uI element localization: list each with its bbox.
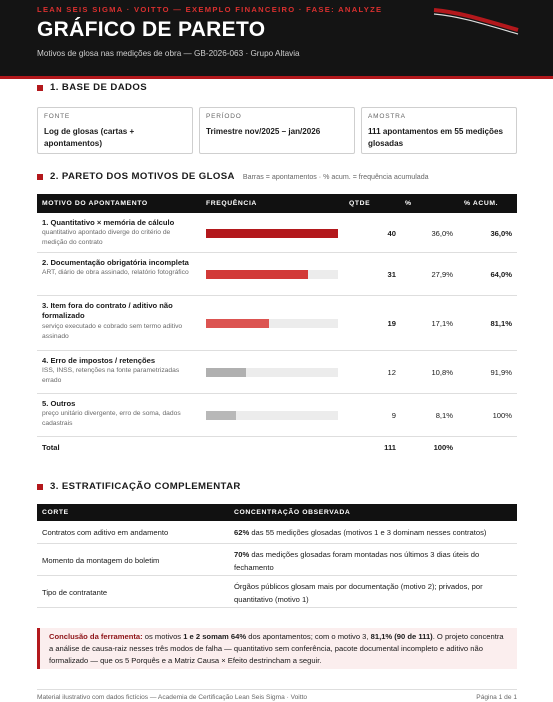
col-qtde: QTDE xyxy=(349,200,371,207)
corte-label: Tipo de contratante xyxy=(42,588,108,597)
card-value: 111 apontamentos em 55 medições glosadas xyxy=(368,127,503,148)
section-note: Barras = apontamentos · % acum. = frequência acumulada xyxy=(242,172,429,181)
pct-value: 36,0% xyxy=(431,229,453,238)
section-title: 2. PARETO DOS MOTIVOS DE GLOSA xyxy=(50,171,235,182)
motivo-title: 1. Quantitativo × memória de cálculo xyxy=(42,218,175,227)
table-row xyxy=(37,576,517,608)
page-subtitle: Motivos de glosa nas medições de obra — GB-2026-063 · Grupo Altavia xyxy=(37,49,300,58)
pct-value: 17,1% xyxy=(431,319,453,328)
card-periodo xyxy=(199,107,355,154)
pct-value: 8,1% xyxy=(435,411,453,420)
col-frequencia: FREQUÊNCIA xyxy=(206,200,257,207)
table-row xyxy=(37,351,517,394)
section-pareto-heading xyxy=(37,171,429,182)
motivo-description: serviço executado e cobrado sem termo aditivo assinado xyxy=(42,323,183,340)
qtde-value: 40 xyxy=(387,229,396,238)
table-header xyxy=(37,504,517,521)
col-corte: CORTE xyxy=(42,509,69,516)
section-base-de-dados-heading xyxy=(37,82,147,93)
concentracao-highlight: 62% xyxy=(234,528,250,537)
motivo-title: 3. Item fora do contrato / aditivo não formalizado xyxy=(42,301,173,320)
conclusion-highlight: 1 e 2 somam 64% xyxy=(183,632,247,641)
col-acum: % ACUM. xyxy=(464,200,499,207)
bar-track xyxy=(206,229,338,238)
motivo-title: 4. Erro de impostos / retenções xyxy=(42,356,156,365)
qtde-value: 9 xyxy=(391,411,396,420)
frequency-bar xyxy=(206,319,269,328)
card-label: FONTE xyxy=(44,113,71,120)
header-eyebrow: LEAN SEIS SIGMA · VOITTO — EXEMPLO FINANCEIRO · FASE: ANALYZE xyxy=(37,5,383,14)
acum-value: 100% xyxy=(492,411,512,420)
motivo-description: quantitativo apontado diverge do critério de medição do contrato xyxy=(42,229,171,246)
concentracao-highlight: 70% xyxy=(234,550,250,559)
bar-track xyxy=(206,411,338,420)
stratification-table xyxy=(37,504,517,608)
card-label: PERÍODO xyxy=(206,113,242,120)
motivo-title: 2. Documentação obrigatória incompleta xyxy=(42,258,189,267)
section-estratificacao-heading xyxy=(37,481,241,492)
concentracao-text xyxy=(234,580,514,606)
section-marker xyxy=(37,174,43,180)
section-title: 1. BASE DE DADOS xyxy=(50,82,148,93)
section-marker xyxy=(37,484,43,490)
conclusion-box xyxy=(37,628,517,669)
footer-divider xyxy=(37,689,517,690)
col-concentracao: CONCENTRAÇÃO OBSERVADA xyxy=(234,509,351,516)
motivo-title: 5. Outros xyxy=(42,399,76,408)
pareto-table xyxy=(37,194,517,456)
frequency-bar xyxy=(206,270,308,279)
page-title: GRÁFICO DE PARETO xyxy=(37,18,266,41)
frequency-bar xyxy=(206,411,236,420)
motivo-description: ART, diário de obra assinado, relatório fotográfico xyxy=(42,269,189,276)
qtde-value: 31 xyxy=(387,270,396,279)
section-title: 3. ESTRATIFICAÇÃO COMPLEMENTAR xyxy=(50,481,241,492)
card-value: Trimestre nov/2025 – jan/2026 xyxy=(206,127,321,136)
acum-value: 36,0% xyxy=(490,229,512,238)
card-value: Log de glosas (cartas + apontamentos) xyxy=(44,127,135,148)
card-fonte xyxy=(37,107,193,154)
bar-track xyxy=(206,368,338,377)
motivo-description: preço unitário divergente, erro de soma, dados cadastrais xyxy=(42,410,181,427)
pct-value: 10,8% xyxy=(431,368,453,377)
concentracao-detail: das medições glosadas foram montadas nos últimos 3 dias úteis do fechamento xyxy=(234,550,480,572)
motivo-description: ISS, INSS, retenções na fonte parametrizadas errado xyxy=(42,367,180,384)
col-motivo: MOTIVO DO APONTAMENTO xyxy=(42,200,148,207)
pct-value: 27,9% xyxy=(431,270,453,279)
acum-value: 64,0% xyxy=(490,270,512,279)
table-header xyxy=(37,194,517,213)
frequency-bar xyxy=(206,368,246,377)
concentracao-detail: das 55 medições glosadas (motivos 1 e 3 dominam nesses contratos) xyxy=(249,528,487,537)
qtde-value: 12 xyxy=(387,368,396,377)
qtde-value: 19 xyxy=(387,319,396,328)
acum-value: 81,1% xyxy=(490,319,512,328)
col-pct: % xyxy=(405,200,412,207)
footer-note: Material ilustrativo com dados fictícios — Academia de Certificação Lean Seis Sigma · Voitto xyxy=(37,694,308,701)
conclusion-lead: Conclusão da ferramenta: xyxy=(49,632,143,641)
conclusion-text: os motivos xyxy=(142,632,184,641)
bar-track xyxy=(206,319,338,328)
table-row xyxy=(37,253,517,296)
card-amostra xyxy=(361,107,517,154)
concentracao-detail: Órgãos públicos glosam mais por documentação (motivo 2); privados, por quantitativo (motivo 1) xyxy=(234,582,483,604)
card-label: AMOSTRA xyxy=(368,113,406,120)
section-marker xyxy=(37,85,43,91)
table-row xyxy=(37,213,517,253)
table-row xyxy=(37,394,517,437)
frequency-bar xyxy=(206,229,338,238)
page-header xyxy=(0,0,553,78)
acum-value: 91,9% xyxy=(490,368,512,377)
total-label: Total xyxy=(42,443,60,452)
conclusion-text: dos apontamentos; com o motivo 3, xyxy=(246,632,371,641)
header-accent-line xyxy=(0,76,553,79)
table-row xyxy=(37,544,517,576)
table-row xyxy=(37,521,517,544)
page-number: Página 1 de 1 xyxy=(476,694,517,701)
concentracao-text xyxy=(234,548,514,574)
conclusion-highlight: 81,1% (90 de 111) xyxy=(370,632,433,641)
concentracao-text xyxy=(234,526,514,539)
total-pct: 100% xyxy=(433,443,453,452)
conclusion-text: . O projeto concentra a análise de causa-raiz nesses três modos de falha — quantitativo sem conferência, pacote documental incompleto e aditivo não formalizado — que os 5 Porquês e a Matriz Causa × Efeito destrincham a seguir. xyxy=(49,632,504,665)
table-total-row xyxy=(37,437,517,456)
total-qtde: 111 xyxy=(384,443,396,452)
table-row xyxy=(37,296,517,351)
bar-track xyxy=(206,270,338,279)
corte-label: Contratos com aditivo em andamento xyxy=(42,528,169,537)
pareto-curve-decoration xyxy=(432,4,520,38)
corte-label: Momento da montagem do boletim xyxy=(42,556,160,565)
